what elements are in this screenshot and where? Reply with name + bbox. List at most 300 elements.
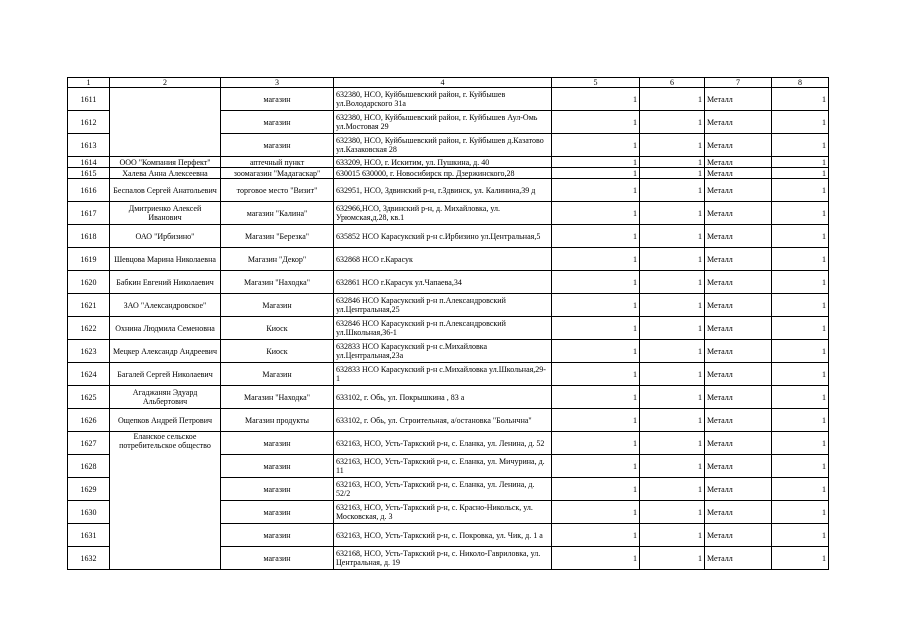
- value-cell-text: 1: [698, 346, 702, 356]
- value-cell: [640, 524, 705, 547]
- material-cell-text: Металл: [707, 484, 733, 494]
- row-number-cell: [68, 168, 110, 179]
- object-type-cell: [221, 409, 334, 432]
- value-cell-text: 1: [698, 117, 702, 127]
- value-cell: [552, 134, 640, 157]
- value-cell-text: 1: [633, 168, 637, 178]
- organization-cell: [110, 157, 221, 168]
- object-type-cell-text: Магазин "Находка": [244, 392, 310, 402]
- organization-cell: [110, 386, 221, 409]
- address-cell-text: 632380, НСО, Куйбышевский район, г. Куйбышев д.Казатово ул.Казаковская 28: [336, 136, 544, 154]
- value-cell-text: 1: [822, 392, 826, 402]
- value-cell: [552, 547, 640, 570]
- header-cell: 2: [110, 78, 221, 88]
- value-cell: [772, 501, 829, 524]
- object-type-cell: [221, 386, 334, 409]
- row-number-cell: [68, 340, 110, 363]
- material-cell: [705, 340, 772, 363]
- object-type-cell-text: магазин: [263, 117, 291, 127]
- value-cell-text: 1: [698, 231, 702, 241]
- value-cell-text: 1: [633, 553, 637, 563]
- value-cell-text: 1: [633, 208, 637, 218]
- value-cell-text: 1: [822, 277, 826, 287]
- value-cell: [552, 432, 640, 455]
- address-cell: [334, 168, 552, 179]
- address-cell: [334, 363, 552, 386]
- value-cell-text: 1: [698, 168, 702, 178]
- address-cell: [334, 179, 552, 202]
- value-cell-text: 1: [633, 369, 637, 379]
- object-type-cell-text: торговое место "Визит": [236, 185, 318, 195]
- object-type-cell-text: магазин: [263, 94, 291, 104]
- value-cell: [772, 111, 829, 134]
- table-row: [68, 88, 829, 111]
- object-type-cell: [221, 111, 334, 134]
- row-number-cell: [68, 386, 110, 409]
- material-cell-text: Металл: [707, 94, 733, 104]
- value-cell: [772, 88, 829, 111]
- row-number-cell-text: 1617: [80, 208, 97, 218]
- value-cell-text: 1: [822, 438, 826, 448]
- header-cell: 7: [705, 78, 772, 88]
- material-cell: [705, 455, 772, 478]
- row-number-cell-text: 1626: [80, 415, 97, 425]
- row-number-cell-text: 1632: [80, 553, 97, 563]
- value-cell-text: 1: [633, 484, 637, 494]
- value-cell: [552, 524, 640, 547]
- object-type-cell-text: Магазин: [262, 300, 292, 310]
- address-cell: [334, 271, 552, 294]
- organization-cell: [110, 409, 221, 432]
- object-type-cell-text: магазин: [263, 530, 291, 540]
- address-cell: [334, 432, 552, 455]
- object-type-cell-text: магазин: [263, 461, 291, 471]
- row-number-cell: [68, 111, 110, 134]
- organization-cell: [110, 88, 221, 157]
- value-cell-text: 1: [822, 300, 826, 310]
- value-cell: [552, 455, 640, 478]
- object-type-cell: [221, 340, 334, 363]
- address-cell-text: 632846 НСО Карасукский р-н п.Александровский ул.Центральная,25: [336, 296, 506, 314]
- value-cell-text: 1: [633, 438, 637, 448]
- material-cell: [705, 202, 772, 225]
- row-number-cell: [68, 248, 110, 271]
- material-cell: [705, 501, 772, 524]
- material-cell: [705, 386, 772, 409]
- material-cell-text: Металл: [707, 254, 733, 264]
- value-cell-text: 1: [822, 346, 826, 356]
- row-number-cell: [68, 317, 110, 340]
- address-cell-text: 632163, НСО, Усть-Таркский р-н, с. Покровка, ул. Чик, д. 1 а: [336, 530, 543, 540]
- address-cell: [334, 294, 552, 317]
- value-cell: [772, 134, 829, 157]
- address-cell-text: 632951, НСО, Здвинский р-н, г.Здвинск, ул. Калинина,39 д: [336, 185, 536, 195]
- value-cell: [552, 317, 640, 340]
- object-type-cell: [221, 317, 334, 340]
- value-cell: [772, 157, 829, 168]
- row-number-cell: [68, 88, 110, 111]
- value-cell-text: 1: [822, 415, 826, 425]
- value-cell: [552, 248, 640, 271]
- value-cell: [640, 271, 705, 294]
- row-number-cell-text: 1624: [80, 369, 97, 379]
- value-cell: [640, 432, 705, 455]
- organization-cell-text: ОАО "Ирбизино": [135, 231, 195, 241]
- value-cell: [640, 248, 705, 271]
- value-cell: [640, 225, 705, 248]
- material-cell-text: Металл: [707, 117, 733, 127]
- material-cell-text: Металл: [707, 553, 733, 563]
- value-cell: [772, 409, 829, 432]
- data-table: [67, 77, 829, 570]
- material-cell: [705, 478, 772, 501]
- address-cell-text: 632868 НСО г.Карасук: [336, 254, 413, 264]
- value-cell: [552, 478, 640, 501]
- material-cell: [705, 432, 772, 455]
- material-cell-text: Металл: [707, 231, 733, 241]
- value-cell-text: 1: [633, 507, 637, 517]
- value-cell: [552, 363, 640, 386]
- organization-cell-text: Еланское сельское потребительское общество: [119, 432, 211, 450]
- header-cell: 6: [640, 78, 705, 88]
- address-cell: [334, 111, 552, 134]
- row-number-cell-text: 1613: [80, 140, 97, 150]
- value-cell: [640, 501, 705, 524]
- table-row: [68, 386, 829, 409]
- table-row: [68, 294, 829, 317]
- address-cell-text: 633102, г. Обь, ул. Покрышкина , 83 а: [336, 392, 465, 402]
- material-cell: [705, 547, 772, 570]
- value-cell-text: 1: [698, 507, 702, 517]
- address-cell-text: 632380, НСО, Куйбышевский район, г. Куйбышев Аул-Омь ул.Мостовая 29: [336, 113, 538, 131]
- material-cell-text: Металл: [707, 168, 733, 178]
- organization-cell: [110, 432, 221, 570]
- object-type-cell-text: магазин "Калина": [246, 208, 308, 218]
- value-cell: [640, 317, 705, 340]
- object-type-cell-text: аптечный пункт: [249, 157, 305, 167]
- address-cell-text: 632846 НСО Карасукский р-н п.Александровский ул.Школьная,36-1: [336, 319, 506, 337]
- object-type-cell-text: магазин: [263, 553, 291, 563]
- value-cell-text: 1: [633, 231, 637, 241]
- material-cell-text: Металл: [707, 461, 733, 471]
- address-cell-text: 632966,НСО, Здвинский р-н, д. Михайловка, ул. Урюмская,д.28, кв.1: [336, 204, 500, 222]
- value-cell-text: 1: [822, 553, 826, 563]
- value-cell-text: 1: [698, 553, 702, 563]
- material-cell-text: Металл: [707, 140, 733, 150]
- row-number-cell-text: 1623: [80, 346, 97, 356]
- material-cell-text: Металл: [707, 323, 733, 333]
- value-cell-text: 1: [698, 254, 702, 264]
- organization-cell-text: ООО "Компания Перфект": [119, 157, 211, 167]
- address-cell: [334, 478, 552, 501]
- value-cell-text: 1: [822, 94, 826, 104]
- value-cell-text: 1: [822, 157, 826, 167]
- address-cell-text: 632163, НСО, Усть-Таркский р-н, с. Еланка, ул. Мичурина, д. 11: [336, 457, 545, 475]
- value-cell: [772, 271, 829, 294]
- value-cell-text: 1: [633, 461, 637, 471]
- material-cell-text: Металл: [707, 300, 733, 310]
- address-cell-text: 632163, НСО, Усть-Таркский р-н, с. Еланка, ул. Ленина, д. 52/2: [336, 480, 535, 498]
- material-cell: [705, 168, 772, 179]
- material-cell: [705, 157, 772, 168]
- object-type-cell-text: Киоск: [266, 346, 288, 356]
- row-number-cell: [68, 501, 110, 524]
- row-number-cell: [68, 157, 110, 168]
- value-cell-text: 1: [698, 461, 702, 471]
- material-cell: [705, 111, 772, 134]
- address-cell-text: 632861 НСО г.Карасук ул.Чапаева,34: [336, 277, 462, 287]
- object-type-cell: [221, 363, 334, 386]
- value-cell: [640, 547, 705, 570]
- material-cell-text: Металл: [707, 346, 733, 356]
- address-cell: [334, 547, 552, 570]
- material-cell: [705, 179, 772, 202]
- address-cell: [334, 157, 552, 168]
- organization-cell: [110, 225, 221, 248]
- object-type-cell: [221, 202, 334, 225]
- value-cell: [772, 225, 829, 248]
- value-cell: [552, 271, 640, 294]
- address-cell: [334, 317, 552, 340]
- header-row: [68, 78, 829, 88]
- row-number-cell-text: 1620: [80, 277, 97, 287]
- row-number-cell-text: 1611: [80, 94, 97, 104]
- table-row: [68, 225, 829, 248]
- header-cell: 3: [221, 78, 334, 88]
- material-cell-text: Металл: [707, 185, 733, 195]
- value-cell: [640, 134, 705, 157]
- organization-cell-text: Ощепков Андрей Петрович: [118, 415, 212, 425]
- object-type-cell: [221, 524, 334, 547]
- value-cell: [640, 179, 705, 202]
- organization-cell-text: Халева Анна Алексеевна: [122, 168, 208, 178]
- value-cell-text: 1: [822, 208, 826, 218]
- row-number-cell-text: 1612: [80, 117, 97, 127]
- address-cell: [334, 202, 552, 225]
- value-cell-text: 1: [698, 185, 702, 195]
- value-cell: [772, 432, 829, 455]
- material-cell-text: Металл: [707, 369, 733, 379]
- address-cell: [334, 455, 552, 478]
- value-cell-text: 1: [822, 140, 826, 150]
- organization-cell: [110, 294, 221, 317]
- object-type-cell: [221, 88, 334, 111]
- row-number-cell: [68, 432, 110, 455]
- value-cell-text: 1: [822, 231, 826, 241]
- row-number-cell-text: 1631: [80, 530, 97, 540]
- row-number-cell-text: 1625: [80, 392, 97, 402]
- value-cell-text: 1: [822, 530, 826, 540]
- material-cell: [705, 225, 772, 248]
- table-row: [68, 179, 829, 202]
- organization-cell-text: Багалей Сергей Николаевич: [117, 369, 213, 379]
- row-number-cell: [68, 524, 110, 547]
- value-cell-text: 1: [822, 185, 826, 195]
- object-type-cell-text: Магазин "Находка": [244, 277, 310, 287]
- object-type-cell: [221, 547, 334, 570]
- address-cell: [334, 88, 552, 111]
- organization-cell-text: Охнина Людмила Семеновна: [115, 323, 215, 333]
- value-cell: [772, 455, 829, 478]
- row-number-cell: [68, 202, 110, 225]
- row-number-cell: [68, 409, 110, 432]
- row-number-cell: [68, 294, 110, 317]
- material-cell-text: Металл: [707, 277, 733, 287]
- address-cell: [334, 409, 552, 432]
- organization-cell: [110, 248, 221, 271]
- row-number-cell: [68, 455, 110, 478]
- value-cell-text: 1: [633, 94, 637, 104]
- value-cell: [552, 409, 640, 432]
- value-cell: [640, 455, 705, 478]
- table-row: [68, 168, 829, 179]
- value-cell-text: 1: [633, 140, 637, 150]
- value-cell: [552, 202, 640, 225]
- value-cell: [640, 157, 705, 168]
- organization-cell: [110, 179, 221, 202]
- value-cell-text: 1: [698, 369, 702, 379]
- table-row: [68, 317, 829, 340]
- value-cell-text: 1: [698, 415, 702, 425]
- value-cell: [772, 547, 829, 570]
- material-cell-text: Металл: [707, 392, 733, 402]
- value-cell-text: 1: [698, 140, 702, 150]
- organization-cell-text: Бабкин Евгений Николаевич: [116, 277, 214, 287]
- address-cell: [334, 524, 552, 547]
- table-row: [68, 248, 829, 271]
- organization-cell: [110, 340, 221, 363]
- object-type-cell: [221, 271, 334, 294]
- organization-cell: [110, 317, 221, 340]
- address-cell-text: 635852 НСО Карасукский р-н с.Ирбизино ул.Центральная,5: [336, 231, 541, 241]
- value-cell-text: 1: [698, 323, 702, 333]
- row-number-cell: [68, 363, 110, 386]
- material-cell-text: Металл: [707, 415, 733, 425]
- address-cell: [334, 248, 552, 271]
- value-cell: [640, 478, 705, 501]
- address-cell-text: 633102, г. Обь, ул. Строительная, а/остановка "Больнчна": [336, 415, 532, 425]
- value-cell: [552, 179, 640, 202]
- value-cell: [552, 386, 640, 409]
- table-row: [68, 340, 829, 363]
- value-cell: [772, 524, 829, 547]
- value-cell: [772, 294, 829, 317]
- object-type-cell-text: Киоск: [266, 323, 288, 333]
- value-cell-text: 1: [633, 254, 637, 264]
- object-type-cell: [221, 179, 334, 202]
- material-cell-text: Металл: [707, 530, 733, 540]
- organization-cell-text: Агаджанян Эдуард Альбертович: [132, 388, 198, 406]
- row-number-cell-text: 1630: [80, 507, 97, 517]
- material-cell: [705, 271, 772, 294]
- value-cell-text: 1: [633, 323, 637, 333]
- value-cell: [552, 168, 640, 179]
- row-number-cell-text: 1616: [80, 185, 97, 195]
- value-cell: [552, 88, 640, 111]
- organization-cell-text: Мецкер Александр Андреевич: [113, 346, 217, 356]
- value-cell: [772, 248, 829, 271]
- address-cell-text: 632163, НСО, Усть-Таркский р-н, с. Еланка, ул. Ленина, д. 52: [336, 438, 545, 448]
- material-cell: [705, 134, 772, 157]
- value-cell-text: 1: [633, 392, 637, 402]
- value-cell: [772, 386, 829, 409]
- row-number-cell-text: 1619: [80, 254, 97, 264]
- material-cell: [705, 409, 772, 432]
- value-cell-text: 1: [822, 117, 826, 127]
- object-type-cell: [221, 157, 334, 168]
- value-cell: [772, 179, 829, 202]
- row-number-cell: [68, 478, 110, 501]
- material-cell: [705, 524, 772, 547]
- row-number-cell: [68, 179, 110, 202]
- row-number-cell-text: 1618: [80, 231, 97, 241]
- address-cell-text: 632168, НСО, Усть-Таркский р-н, с. Николо-Гавриловка, ул. Центральная, д. 19: [336, 549, 541, 567]
- row-number-cell-text: 1627: [80, 438, 97, 448]
- value-cell: [640, 409, 705, 432]
- row-number-cell-text: 1614: [80, 157, 97, 167]
- header-cell: 5: [552, 78, 640, 88]
- value-cell: [552, 111, 640, 134]
- value-cell-text: 1: [698, 277, 702, 287]
- value-cell: [772, 317, 829, 340]
- object-type-cell-text: магазин: [263, 140, 291, 150]
- header-cell: 1: [68, 78, 110, 88]
- object-type-cell-text: Магазин: [262, 369, 292, 379]
- value-cell: [640, 340, 705, 363]
- value-cell: [640, 111, 705, 134]
- object-type-cell: [221, 478, 334, 501]
- material-cell-text: Металл: [707, 438, 733, 448]
- object-type-cell: [221, 294, 334, 317]
- value-cell-text: 1: [698, 438, 702, 448]
- value-cell-text: 1: [822, 323, 826, 333]
- value-cell-text: 1: [633, 415, 637, 425]
- row-number-cell-text: 1622: [80, 323, 97, 333]
- value-cell: [552, 340, 640, 363]
- value-cell: [552, 157, 640, 168]
- object-type-cell-text: Магазин "Березка": [244, 231, 310, 241]
- object-type-cell: [221, 168, 334, 179]
- value-cell: [640, 168, 705, 179]
- organization-cell: [110, 202, 221, 225]
- value-cell: [552, 501, 640, 524]
- value-cell-text: 1: [822, 461, 826, 471]
- value-cell: [552, 225, 640, 248]
- material-cell: [705, 363, 772, 386]
- table-row: [68, 432, 829, 455]
- value-cell-text: 1: [822, 369, 826, 379]
- object-type-cell: [221, 432, 334, 455]
- object-type-cell-text: Магазин "Декор": [247, 254, 307, 264]
- value-cell-text: 1: [822, 168, 826, 178]
- object-type-cell: [221, 455, 334, 478]
- address-cell: [334, 501, 552, 524]
- row-number-cell-text: 1629: [80, 484, 97, 494]
- value-cell: [640, 88, 705, 111]
- organization-cell: [110, 168, 221, 179]
- table-row: [68, 202, 829, 225]
- organization-cell: [110, 271, 221, 294]
- row-number-cell-text: 1628: [80, 461, 97, 471]
- value-cell: [772, 340, 829, 363]
- value-cell-text: 1: [698, 392, 702, 402]
- material-cell: [705, 317, 772, 340]
- value-cell-text: 1: [698, 94, 702, 104]
- row-number-cell: [68, 225, 110, 248]
- material-cell: [705, 88, 772, 111]
- value-cell-text: 1: [698, 157, 702, 167]
- row-number-cell-text: 1615: [80, 168, 97, 178]
